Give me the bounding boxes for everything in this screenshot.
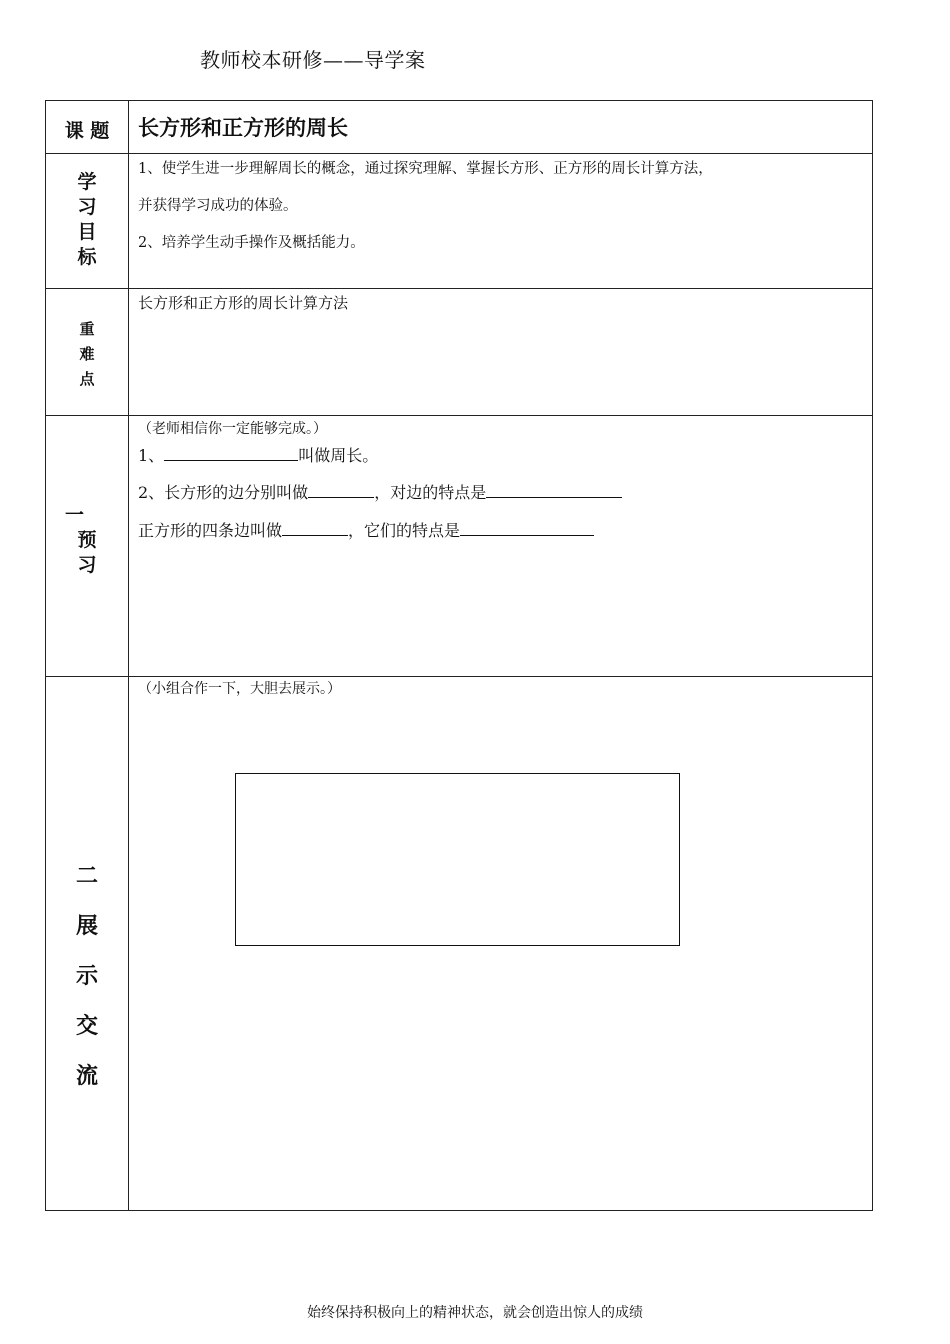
question-prefix: 1、 bbox=[138, 446, 165, 465]
row-divider bbox=[45, 153, 873, 154]
answer-blank[interactable] bbox=[282, 521, 348, 536]
objectives-label bbox=[45, 170, 129, 270]
preview-label bbox=[45, 503, 129, 578]
question-middle: ，它们的特点是 bbox=[348, 521, 461, 540]
objective-line-3: 2、培养学生动手操作及概括能力。 bbox=[138, 235, 365, 251]
table-border-right bbox=[872, 100, 873, 1211]
row-divider bbox=[45, 676, 873, 677]
objective-line-1: 1、使学生进一步理解周长的概念，通过探究理解、掌握长方形、正方形的周长计算方法， bbox=[138, 161, 713, 177]
topic-label: 课 题 bbox=[64, 120, 110, 142]
objective-line-2: 并获得学习成功的体验。 bbox=[138, 198, 298, 214]
label-char: 习 bbox=[77, 196, 97, 218]
label-char: 交 bbox=[75, 1014, 98, 1039]
exchange-note: （小组合作一下，大胆去展示。） bbox=[138, 681, 341, 697]
page-footer: 始终保持积极向上的精神状态，就会创造出惊人的成绩 bbox=[307, 1305, 643, 1321]
answer-blank[interactable] bbox=[164, 446, 298, 461]
key-points-label bbox=[45, 317, 129, 392]
label-char: 重 bbox=[79, 320, 95, 338]
label-char: 预 bbox=[77, 529, 97, 551]
answer-blank[interactable] bbox=[308, 483, 374, 498]
worksheet-table bbox=[45, 100, 873, 1211]
label-char: 二 bbox=[75, 864, 98, 889]
label-char: 目 bbox=[77, 221, 97, 243]
table-border-top bbox=[45, 100, 873, 101]
preview-note: （老师相信你一定能够完成。） bbox=[138, 421, 327, 437]
rectangle-drawing bbox=[235, 773, 680, 946]
answer-blank[interactable] bbox=[486, 483, 622, 498]
question-suffix: 叫做周长。 bbox=[298, 446, 379, 465]
label-char: 流 bbox=[75, 1064, 98, 1089]
label-char: 标 bbox=[77, 246, 97, 268]
exchange-label bbox=[45, 852, 129, 1102]
preview-question-3 bbox=[138, 518, 594, 541]
preview-question-1 bbox=[138, 443, 378, 466]
row-divider bbox=[45, 288, 873, 289]
key-points-text: 长方形和正方形的周长计算方法 bbox=[138, 294, 349, 312]
preview-question-2 bbox=[138, 480, 622, 503]
label-char: 难 bbox=[79, 345, 95, 363]
table-border-bottom bbox=[45, 1210, 873, 1211]
label-char: 点 bbox=[79, 370, 95, 388]
label-char: 展 bbox=[75, 914, 98, 939]
row-divider bbox=[45, 415, 873, 416]
answer-blank[interactable] bbox=[460, 521, 594, 536]
question-prefix: 2、长方形的边分别叫做 bbox=[138, 483, 309, 502]
question-prefix: 正方形的四条边叫做 bbox=[138, 521, 283, 540]
question-middle: ，对边的特点是 bbox=[374, 483, 487, 502]
page-header: 教师校本研修——导学案 bbox=[200, 48, 426, 72]
label-char: 示 bbox=[75, 964, 98, 989]
label-char: 学 bbox=[77, 171, 97, 193]
label-char: 一 bbox=[65, 504, 85, 526]
topic-title: 长方形和正方形的周长 bbox=[138, 116, 348, 140]
label-char: 习 bbox=[77, 554, 97, 576]
